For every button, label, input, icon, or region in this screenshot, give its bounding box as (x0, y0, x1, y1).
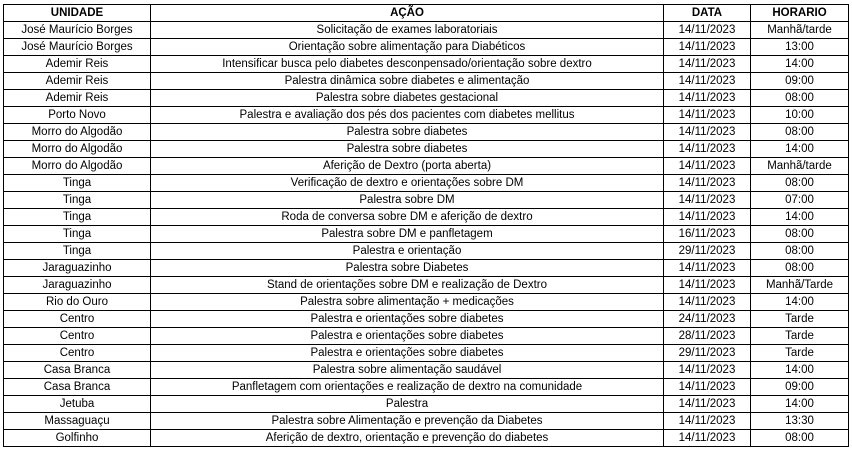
cell-unidade: Ademir Reis (4, 73, 151, 90)
header-acao: AÇÃO (151, 5, 664, 22)
cell-unidade: Morro do Algodão (4, 158, 151, 175)
cell-horario: 08:00 (751, 243, 849, 260)
cell-horario: 14:00 (751, 396, 849, 413)
cell-acao: Palestra sobre Diabetes (151, 260, 664, 277)
cell-unidade: Morro do Algodão (4, 141, 151, 158)
table-row (4, 90, 849, 107)
table-row (4, 124, 849, 141)
cell-horario: 10:00 (751, 107, 849, 124)
table-row (4, 328, 849, 345)
cell-acao: Roda de conversa sobre DM e aferição de dextro (151, 209, 664, 226)
cell-horario: 14:00 (751, 362, 849, 379)
cell-acao: Stand de orientações sobre DM e realização de Dextro (151, 277, 664, 294)
table-row (4, 396, 849, 413)
cell-horario: 13:30 (751, 413, 849, 430)
cell-data: 14/11/2023 (664, 73, 751, 90)
cell-data: 14/11/2023 (664, 430, 751, 447)
cell-data: 14/11/2023 (664, 124, 751, 141)
table-row (4, 226, 849, 243)
cell-acao: Aferição de Dextro (porta aberta) (151, 158, 664, 175)
cell-data: 14/11/2023 (664, 379, 751, 396)
cell-unidade: Golfinho (4, 430, 151, 447)
cell-horario: Tarde (751, 311, 849, 328)
cell-unidade: Morro do Algodão (4, 124, 151, 141)
cell-acao: Palestra sobre diabetes gestacional (151, 90, 664, 107)
cell-acao: Palestra e orientações sobre diabetes (151, 328, 664, 345)
cell-acao: Palestra e orientação (151, 243, 664, 260)
cell-unidade: Centro (4, 311, 151, 328)
cell-acao: Palestra sobre alimentação saudável (151, 362, 664, 379)
cell-horario: 08:00 (751, 175, 849, 192)
cell-data: 14/11/2023 (664, 107, 751, 124)
table-row (4, 277, 849, 294)
header-horario: HORARIO (751, 5, 849, 22)
cell-acao: Palestra sobre diabetes (151, 124, 664, 141)
cell-horario: Tarde (751, 345, 849, 362)
table-row (4, 430, 849, 447)
cell-horario: 14:00 (751, 209, 849, 226)
table-row (4, 175, 849, 192)
cell-data: 14/11/2023 (664, 294, 751, 311)
cell-unidade: Tinga (4, 243, 151, 260)
table-row (4, 107, 849, 124)
cell-horario: Manhã/Tarde (751, 277, 849, 294)
cell-acao: Panfletagem com orientações e realização de dextro na comunidade (151, 379, 664, 396)
cell-unidade: Ademir Reis (4, 56, 151, 73)
cell-unidade: José Maurício Borges (4, 22, 151, 39)
header-unidade: UNIDADE (4, 5, 151, 22)
cell-horario: 08:00 (751, 260, 849, 277)
table-row (4, 56, 849, 73)
cell-unidade: Casa Branca (4, 379, 151, 396)
cell-horario: 07:00 (751, 192, 849, 209)
cell-data: 14/11/2023 (664, 158, 751, 175)
table-row (4, 73, 849, 90)
cell-data: 28/11/2023 (664, 328, 751, 345)
cell-data: 14/11/2023 (664, 175, 751, 192)
cell-data: 14/11/2023 (664, 277, 751, 294)
cell-data: 14/11/2023 (664, 39, 751, 56)
cell-acao: Orientação sobre alimentação para Diabéticos (151, 39, 664, 56)
cell-unidade: Jaraguazinho (4, 277, 151, 294)
cell-horario: 14:00 (751, 141, 849, 158)
cell-horario: 08:00 (751, 226, 849, 243)
cell-data: 14/11/2023 (664, 396, 751, 413)
table-row (4, 413, 849, 430)
cell-unidade: Casa Branca (4, 362, 151, 379)
cell-unidade: Massaguaçu (4, 413, 151, 430)
cell-unidade: Porto Novo (4, 107, 151, 124)
cell-acao: Palestra e orientações sobre diabetes (151, 345, 664, 362)
header-data: DATA (664, 5, 751, 22)
cell-horario: Tarde (751, 328, 849, 345)
cell-unidade: Tinga (4, 226, 151, 243)
cell-data: 14/11/2023 (664, 362, 751, 379)
table-row (4, 260, 849, 277)
table-row (4, 22, 849, 39)
header-row (4, 5, 849, 22)
cell-unidade: Jetuba (4, 396, 151, 413)
cell-horario: 14:00 (751, 294, 849, 311)
cell-data: 14/11/2023 (664, 260, 751, 277)
table-row (4, 39, 849, 56)
table-row (4, 362, 849, 379)
cell-acao: Palestra sobre Alimentação e prevenção da Diabetes (151, 413, 664, 430)
cell-acao: Solicitação de exames laboratoriais (151, 22, 664, 39)
cell-unidade: Centro (4, 328, 151, 345)
cell-acao: Palestra sobre diabetes (151, 141, 664, 158)
cell-data: 14/11/2023 (664, 192, 751, 209)
cell-data: 14/11/2023 (664, 56, 751, 73)
cell-horario: 08:00 (751, 90, 849, 107)
cell-unidade: Tinga (4, 192, 151, 209)
schedule-table (3, 4, 849, 447)
cell-data: 24/11/2023 (664, 311, 751, 328)
cell-acao: Aferição de dextro, orientação e prevenção do diabetes (151, 430, 664, 447)
cell-data: 14/11/2023 (664, 90, 751, 107)
table-row (4, 345, 849, 362)
cell-data: 16/11/2023 (664, 226, 751, 243)
cell-acao: Verificação de dextro e orientações sobre DM (151, 175, 664, 192)
cell-acao: Palestra sobre DM (151, 192, 664, 209)
table-row (4, 209, 849, 226)
table-row (4, 192, 849, 209)
cell-horario: Manhã/tarde (751, 158, 849, 175)
cell-acao: Palestra sobre DM e panfletagem (151, 226, 664, 243)
cell-data: 14/11/2023 (664, 22, 751, 39)
cell-unidade: Ademir Reis (4, 90, 151, 107)
cell-data: 14/11/2023 (664, 413, 751, 430)
cell-unidade: José Maurício Borges (4, 39, 151, 56)
cell-horario: Manhã/tarde (751, 22, 849, 39)
cell-data: 29/11/2023 (664, 243, 751, 260)
cell-horario: 09:00 (751, 73, 849, 90)
table-row (4, 294, 849, 311)
cell-horario: 09:00 (751, 379, 849, 396)
table-row (4, 141, 849, 158)
cell-acao: Intensificar busca pelo diabetes desconpensado/orientação sobre dextro (151, 56, 664, 73)
table-row (4, 243, 849, 260)
cell-unidade: Rio do Ouro (4, 294, 151, 311)
table-row (4, 158, 849, 175)
cell-data: 14/11/2023 (664, 141, 751, 158)
table-row (4, 311, 849, 328)
table-body (4, 22, 849, 447)
cell-acao: Palestra e avaliação dos pés dos pacientes com diabetes mellitus (151, 107, 664, 124)
cell-data: 14/11/2023 (664, 209, 751, 226)
table-header (4, 5, 849, 22)
cell-horario: 08:00 (751, 124, 849, 141)
cell-acao: Palestra sobre alimentação + medicações (151, 294, 664, 311)
cell-data: 29/11/2023 (664, 345, 751, 362)
cell-acao: Palestra dinâmica sobre diabetes e alimentação (151, 73, 664, 90)
cell-horario: 08:00 (751, 430, 849, 447)
table-row (4, 379, 849, 396)
cell-horario: 13:00 (751, 39, 849, 56)
cell-horario: 14:00 (751, 56, 849, 73)
cell-acao: Palestra e orientações sobre diabetes (151, 311, 664, 328)
cell-unidade: Jaraguazinho (4, 260, 151, 277)
cell-unidade: Centro (4, 345, 151, 362)
cell-acao: Palestra (151, 396, 664, 413)
cell-unidade: Tinga (4, 209, 151, 226)
cell-unidade: Tinga (4, 175, 151, 192)
